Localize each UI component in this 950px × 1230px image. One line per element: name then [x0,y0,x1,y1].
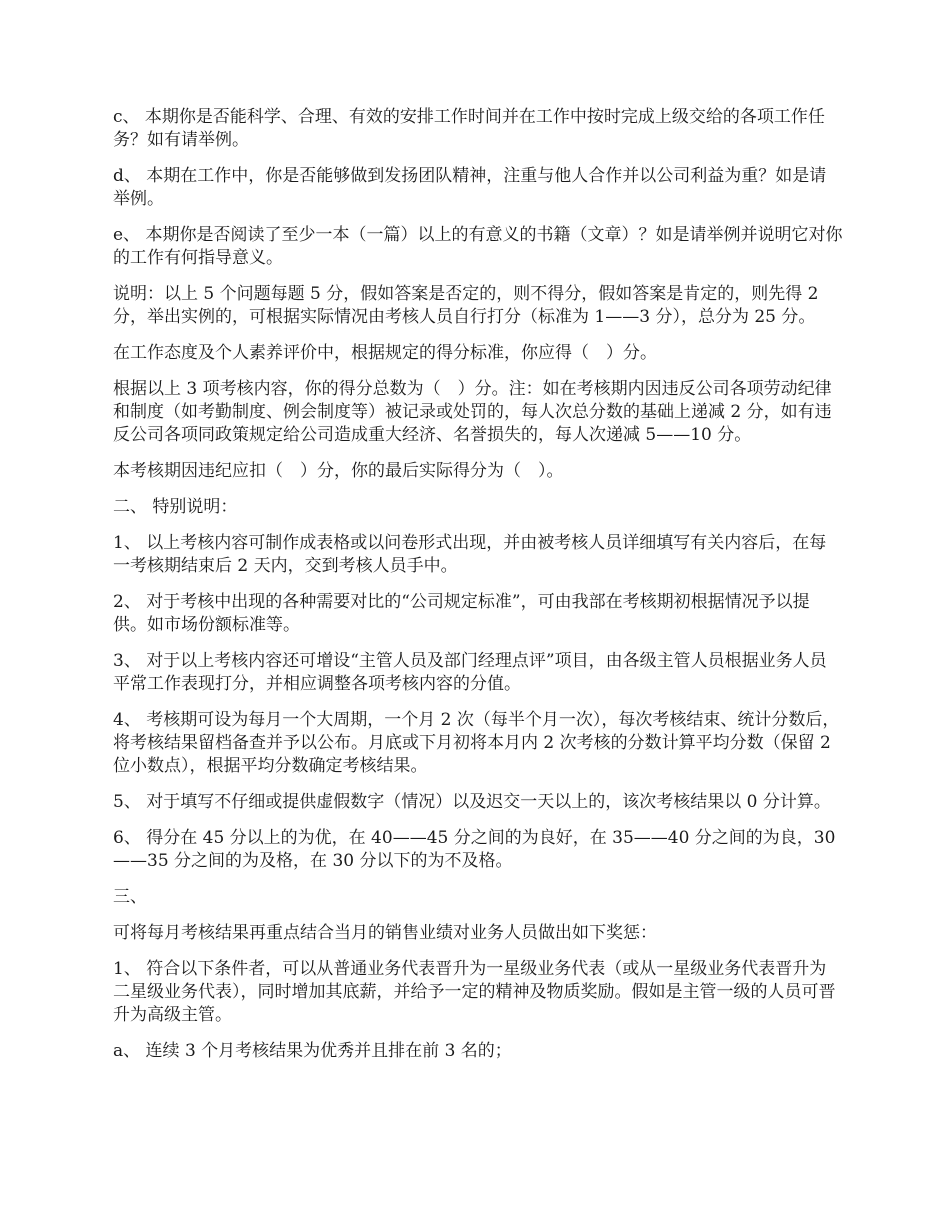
scoring-note: 说明：以上 5 个问题每题 5 分，假如答案是否定的，则不得分，假如答案是肯定的，则先得 2 分，举出实例的，可根据实际情况由考核人员自行打分（标准为 1——3 分），总分为 25 分。 [113,284,819,327]
promotion-condition-a: a、 连续 3 个月考核结果为优秀并且排在前 3 名的； [113,1041,512,1061]
total-score-note: 根据以上 3 项考核内容，你的得分总数为（ ）分。注：如在考核期内因违反公司各项劳动纪律和制度（如考勤制度、例会制度等）被记录或处罚的，每人次总分数的基础上递减 2 分，如有违反公司各项同政策规定给公司造成重大经济、名誉损失的，每人次递减 5——10 分。 [113,379,832,445]
special-note-3: 3、 对于以上考核内容还可增设“主管人员及部门经理点评”项目，由各级主管人员根据业务人员平常工作表现打分，并相应调整各项考核内容的分值。 [113,651,827,694]
section-2-heading: 二、 特别说明： [113,497,238,517]
special-note-1: 1、 以上考核内容可制作成表格或以问卷形式出现，并由被考核人员详细填写有关内容后，在每一考核期结束后 2 天内，交到考核人员手中。 [113,533,827,576]
rewards-intro: 可将每月考核结果再重点结合当月的销售业绩对业务人员做出如下奖惩： [113,923,657,943]
question-c: c、 本期你是否能科学、合理、有效的安排工作时间并在工作中按时完成上级交给的各项工作任务？如有请举例。 [113,107,825,150]
deduction-line: 本考核期因违纪应扣（ ）分，你的最后实际得分为（ ）。 [113,461,564,481]
section-3-heading: 三、 [113,887,147,907]
special-note-5: 5、 对于填写不仔细或提供虚假数字（情况）以及迟交一天以上的，该次考核结果以 0 分计算。 [113,792,831,812]
special-note-2: 2、 对于考核中出现的各种需要对比的“公司规定标准”，可由我部在考核期初根据情况予以提供。如市场份额标准等。 [113,592,810,635]
attitude-score-line: 在工作态度及个人素养评价中，根据规定的得分标准，你应得（ ）分。 [113,343,657,363]
special-note-6: 6、 得分在 45 分以上的为优，在 40——45 分之间的为良好，在 35——40 分之间的为良，30——35 分之间的为及格，在 30 分以下的为不及格。 [113,828,836,871]
question-e: e、 本期你是否阅读了至少一本（一篇）以上的有意义的书籍（文章）？如是请举例并说明它对你的工作有何指导意义。 [113,225,843,268]
special-note-4: 4、 考核期可设为每月一个大周期，一个月 2 次（每半个月一次），每次考核结束、统计分数后，将考核结果留档备查并予以公布。月底或下月初将本月内 2 次考核的分数计算平均分数（保留 2 位小数点），根据平均分数确定考核结果。 [113,710,840,776]
promotion-rule-1: 1、 符合以下条件者，可以从普通业务代表晋升为一星级业务代表（或从一星级业务代表晋升为二星级业务代表），同时增加其底薪，并给予一定的精神及物质奖励。假如是主管一级的人员可晋升为高级主管。 [113,959,836,1025]
document-body [113,106,843,1076]
question-d: d、 本期在工作中，你是否能够做到发扬团队精神，注重与他人合作并以公司利益为重？如是请举例。 [113,166,827,209]
